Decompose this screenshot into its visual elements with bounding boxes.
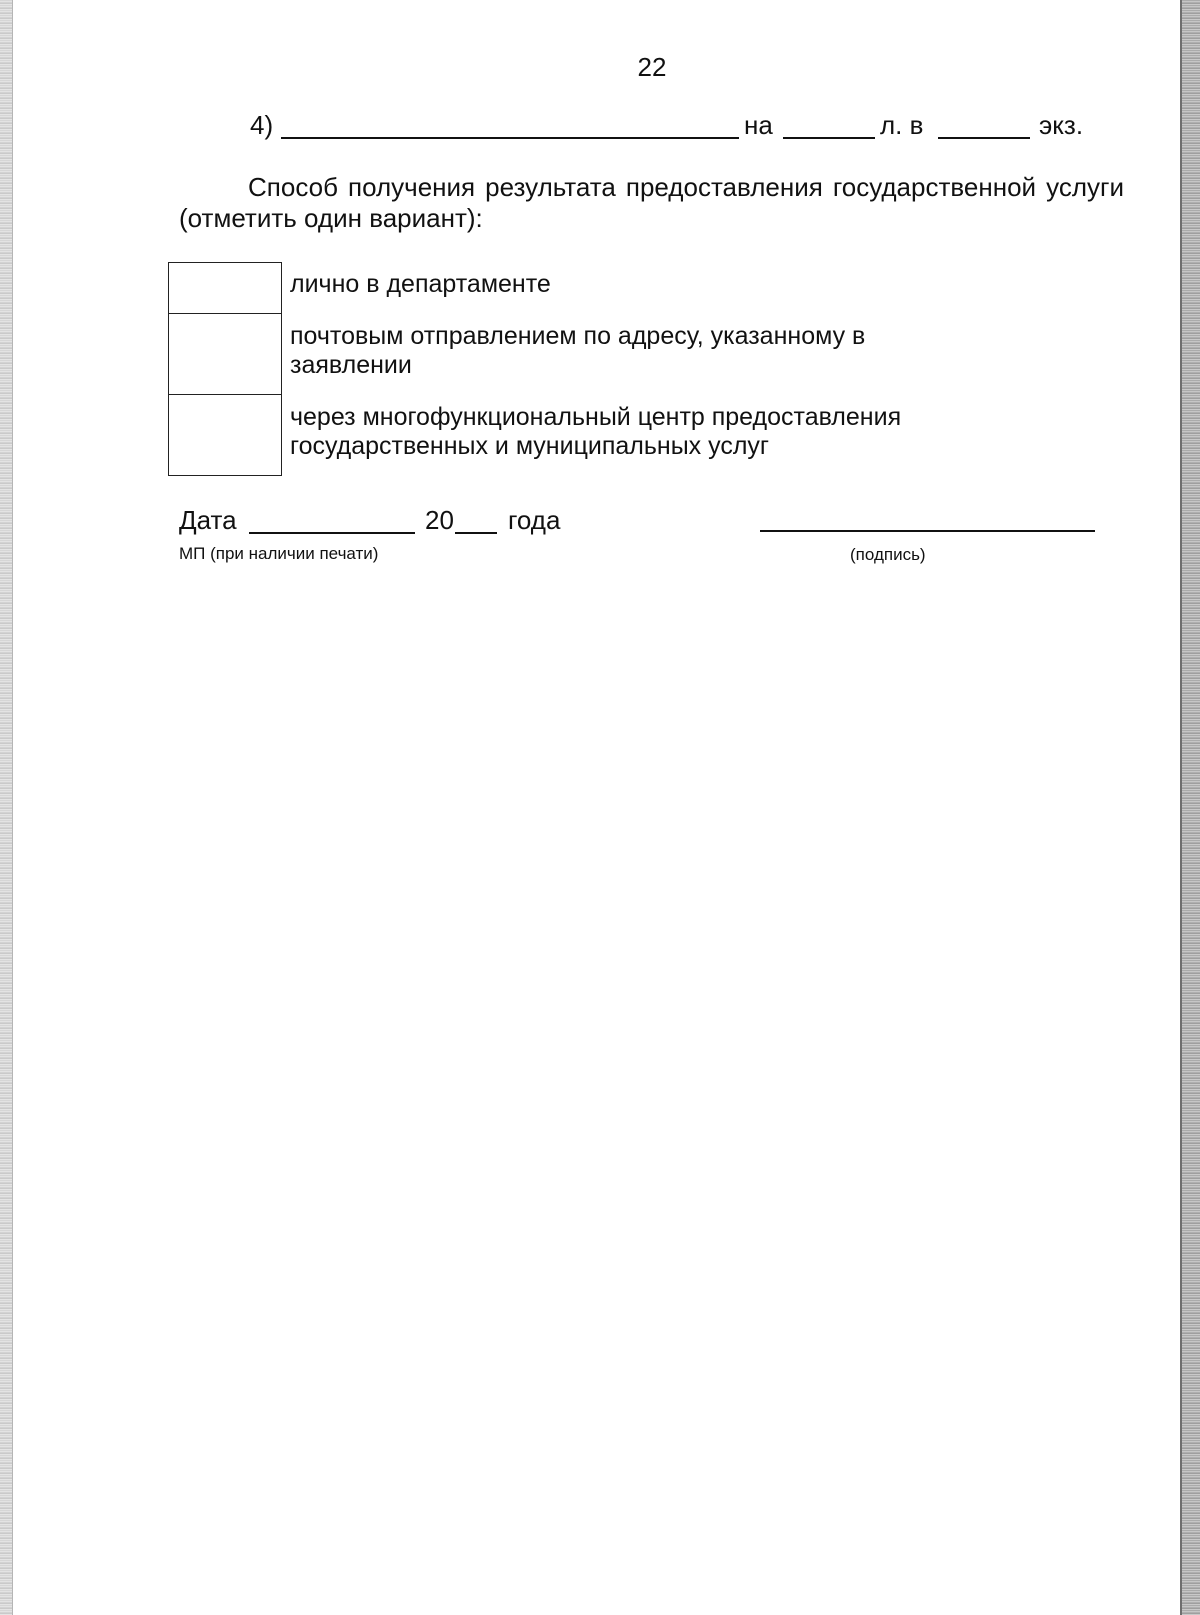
signature-caption: (подпись) — [850, 545, 926, 564]
date-label: Дата — [179, 505, 237, 535]
option-label-mfc: через многофункциональный центр предоставления государственных и муниципальных услуг — [290, 403, 902, 460]
year-prefix: 20 — [425, 505, 454, 535]
signature-blank[interactable] — [760, 530, 1095, 532]
attachment-copies-label: экз. — [1039, 110, 1084, 140]
attachment-sheets-label: л. в — [880, 110, 924, 140]
scan-right-edge — [1180, 0, 1200, 1615]
page-number: 22 — [637, 52, 667, 82]
scan-left-edge — [0, 0, 13, 1615]
date-line — [179, 505, 779, 539]
option-row-mfc — [168, 395, 1068, 476]
attachment-on-label: на — [744, 110, 773, 140]
checkbox-in-person[interactable] — [168, 262, 282, 314]
option-row-by-mail — [168, 314, 1068, 395]
option-label-in-person: лично в департаменте — [290, 270, 551, 298]
receipt-options-list — [168, 262, 1068, 476]
year-blank[interactable] — [455, 532, 497, 534]
receipt-method-prompt: Способ получения результата предоставления государственной услуги (отметить один вариант): — [179, 172, 1124, 233]
option-row-in-person — [168, 262, 1068, 314]
date-blank[interactable] — [249, 532, 415, 534]
year-suffix: года — [508, 505, 561, 535]
attachment-name-blank[interactable] — [281, 137, 739, 139]
seal-note: МП (при наличии печати) — [179, 544, 379, 563]
checkbox-by-mail[interactable] — [168, 314, 282, 395]
option-label-by-mail: почтовым отправлением по адресу, указанному в заявлении — [290, 322, 866, 379]
copies-count-blank[interactable] — [938, 137, 1030, 139]
sheets-count-blank[interactable] — [783, 137, 875, 139]
checkbox-mfc[interactable] — [168, 395, 282, 476]
attachment-line — [250, 110, 1095, 146]
attachment-item-number: 4) — [250, 110, 274, 140]
